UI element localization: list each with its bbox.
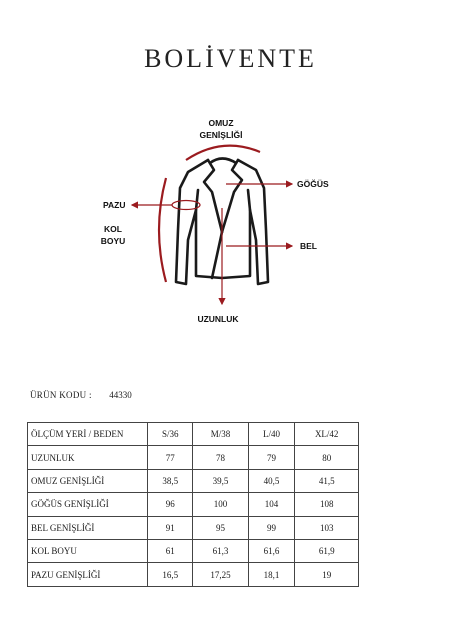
table-cell: 99 — [248, 516, 295, 539]
table-row — [28, 469, 359, 492]
label-length: UZUNLUK — [197, 314, 239, 324]
product-code-value: 44330 — [109, 390, 132, 400]
sleeve-arc — [159, 178, 166, 282]
label-chest: GÖĞÜS — [297, 179, 329, 189]
product-code-label: ÜRÜN KODU : — [30, 390, 92, 400]
table-cell: 16,5 — [148, 563, 193, 586]
table-row — [28, 563, 359, 586]
label-bicep: PAZU — [103, 200, 126, 210]
table-cell: 77 — [148, 446, 193, 469]
header-cell: M/38 — [193, 423, 248, 446]
table-cell: 19 — [295, 563, 359, 586]
table-cell: 18,1 — [248, 563, 295, 586]
row-label: GÖĞÜS GENİŞLİĞİ — [28, 493, 148, 516]
table-row — [28, 446, 359, 469]
table-row — [28, 493, 359, 516]
brand-logo: BOLİVENTE — [144, 44, 317, 73]
table-cell: 108 — [295, 493, 359, 516]
table-cell: 95 — [193, 516, 248, 539]
label-shoulder-1: OMUZ — [208, 118, 234, 128]
table-cell: 104 — [248, 493, 295, 516]
table-cell: 100 — [193, 493, 248, 516]
table-cell: 41,5 — [295, 469, 359, 492]
table-cell: 61,6 — [248, 539, 295, 562]
table-cell: 78 — [193, 446, 248, 469]
table-cell: 80 — [295, 446, 359, 469]
table-cell: 79 — [248, 446, 295, 469]
header-cell: S/36 — [148, 423, 193, 446]
table-cell: 17,25 — [193, 563, 248, 586]
table-row — [28, 539, 359, 562]
label-sleeve-2: BOYU — [100, 236, 126, 246]
size-table — [27, 422, 359, 587]
table-cell: 91 — [148, 516, 193, 539]
table-cell: 103 — [295, 516, 359, 539]
label-sleeve-1: KOL — [104, 224, 122, 234]
header-cell: L/40 — [248, 423, 295, 446]
row-label: UZUNLUK — [28, 446, 148, 469]
table-cell: 39,5 — [193, 469, 248, 492]
table-cell: 61,9 — [295, 539, 359, 562]
table-cell: 61,3 — [193, 539, 248, 562]
header-cell: ÖLÇÜM YERİ / BEDEN — [28, 423, 148, 446]
product-code-row — [30, 390, 132, 400]
header-cell: XL/42 — [295, 423, 359, 446]
table-cell: 96 — [148, 493, 193, 516]
row-label: PAZU GENİŞLİĞİ — [28, 563, 148, 586]
table-cell: 61 — [148, 539, 193, 562]
row-label: BEL GENİŞLİĞİ — [28, 516, 148, 539]
row-label: KOL BOYU — [28, 539, 148, 562]
row-label: OMUZ GENİŞLİĞİ — [28, 469, 148, 492]
label-waist: BEL — [300, 241, 317, 251]
label-shoulder-2: GENİŞLİĞİ — [199, 130, 243, 140]
table-header-row — [28, 423, 359, 446]
table-cell: 38,5 — [148, 469, 193, 492]
table-row — [28, 516, 359, 539]
table-cell: 40,5 — [248, 469, 295, 492]
